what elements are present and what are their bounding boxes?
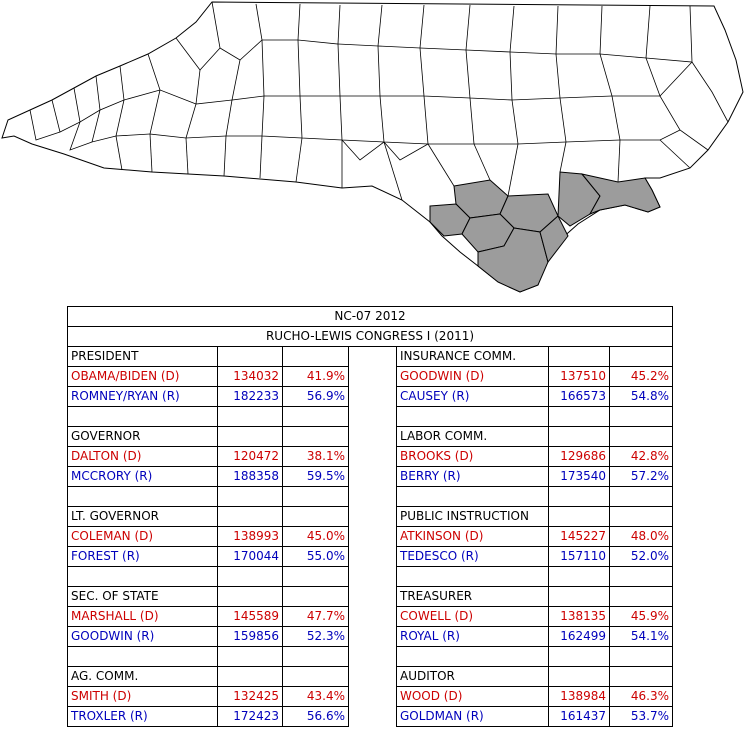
candidate-name: ATKINSON (D) bbox=[397, 527, 549, 547]
empty-cell bbox=[349, 407, 397, 427]
race-name: GOVERNOR bbox=[68, 427, 218, 447]
candidate-name: TEDESCO (R) bbox=[397, 547, 549, 567]
candidate-votes: 161437 bbox=[549, 707, 610, 727]
empty-cell bbox=[610, 507, 673, 527]
empty-cell bbox=[68, 647, 218, 667]
candidate-percent: 55.0% bbox=[283, 547, 349, 567]
empty-cell bbox=[283, 567, 349, 587]
empty-cell bbox=[549, 587, 610, 607]
empty-cell bbox=[397, 567, 549, 587]
candidate-name: BERRY (R) bbox=[397, 467, 549, 487]
empty-cell bbox=[397, 647, 549, 667]
empty-cell bbox=[549, 407, 610, 427]
candidate-percent: 45.0% bbox=[283, 527, 349, 547]
empty-cell bbox=[218, 667, 283, 687]
race-header-row bbox=[68, 347, 673, 367]
candidate-votes: 138993 bbox=[218, 527, 283, 547]
candidate-percent: 59.5% bbox=[283, 467, 349, 487]
empty-cell bbox=[283, 427, 349, 447]
empty-cell bbox=[549, 507, 610, 527]
empty-cell bbox=[68, 567, 218, 587]
candidate-name: ROYAL (R) bbox=[397, 627, 549, 647]
empty-cell bbox=[610, 407, 673, 427]
empty-cell bbox=[218, 487, 283, 507]
column-gap bbox=[349, 667, 397, 727]
candidate-percent: 54.1% bbox=[610, 627, 673, 647]
empty-cell bbox=[218, 507, 283, 527]
empty-cell bbox=[549, 427, 610, 447]
candidate-percent: 56.9% bbox=[283, 387, 349, 407]
candidate-percent: 43.4% bbox=[283, 687, 349, 707]
empty-cell bbox=[549, 487, 610, 507]
table-title: NC-07 2012 bbox=[68, 307, 673, 327]
empty-cell bbox=[283, 347, 349, 367]
empty-cell bbox=[218, 427, 283, 447]
candidate-votes: 166573 bbox=[549, 387, 610, 407]
race-name: SEC. OF STATE bbox=[68, 587, 218, 607]
empty-cell bbox=[610, 587, 673, 607]
empty-cell bbox=[349, 487, 397, 507]
spacer-row bbox=[68, 407, 673, 427]
table-subtitle-row bbox=[68, 327, 673, 347]
empty-cell bbox=[610, 427, 673, 447]
column-gap bbox=[349, 427, 397, 487]
candidate-name: MARSHALL (D) bbox=[68, 607, 218, 627]
candidate-votes: 145589 bbox=[218, 607, 283, 627]
candidate-name: CAUSEY (R) bbox=[397, 387, 549, 407]
candidate-name: MCCRORY (R) bbox=[68, 467, 218, 487]
empty-cell bbox=[218, 647, 283, 667]
table-subtitle: RUCHO-LEWIS CONGRESS I (2011) bbox=[68, 327, 673, 347]
empty-cell bbox=[283, 647, 349, 667]
race-name: AG. COMM. bbox=[68, 667, 218, 687]
candidate-percent: 56.6% bbox=[283, 707, 349, 727]
race-header-row bbox=[68, 667, 673, 687]
candidate-name: WOOD (D) bbox=[397, 687, 549, 707]
column-gap bbox=[349, 347, 397, 407]
candidate-percent: 52.0% bbox=[610, 547, 673, 567]
empty-cell bbox=[349, 567, 397, 587]
candidate-percent: 46.3% bbox=[610, 687, 673, 707]
candidate-percent: 48.0% bbox=[610, 527, 673, 547]
candidate-votes: 170044 bbox=[218, 547, 283, 567]
empty-cell bbox=[549, 647, 610, 667]
empty-cell bbox=[397, 487, 549, 507]
candidate-votes: 157110 bbox=[549, 547, 610, 567]
candidate-votes: 162499 bbox=[549, 627, 610, 647]
candidate-votes: 182233 bbox=[218, 387, 283, 407]
empty-cell bbox=[283, 667, 349, 687]
candidate-votes: 138984 bbox=[549, 687, 610, 707]
candidate-name: OBAMA/BIDEN (D) bbox=[68, 367, 218, 387]
candidate-percent: 38.1% bbox=[283, 447, 349, 467]
north-carolina-county-map bbox=[0, 0, 744, 298]
empty-cell bbox=[283, 487, 349, 507]
race-name: AUDITOR bbox=[397, 667, 549, 687]
spacer-row bbox=[68, 647, 673, 667]
empty-cell bbox=[68, 487, 218, 507]
candidate-percent: 57.2% bbox=[610, 467, 673, 487]
empty-cell bbox=[549, 347, 610, 367]
empty-cell bbox=[610, 667, 673, 687]
candidate-name: ROMNEY/RYAN (R) bbox=[68, 387, 218, 407]
empty-cell bbox=[218, 347, 283, 367]
candidate-votes: 132425 bbox=[218, 687, 283, 707]
candidate-name: GOLDMAN (R) bbox=[397, 707, 549, 727]
candidate-name: GOODWIN (D) bbox=[397, 367, 549, 387]
candidate-votes: 188358 bbox=[218, 467, 283, 487]
candidate-percent: 53.7% bbox=[610, 707, 673, 727]
empty-cell bbox=[610, 347, 673, 367]
spacer-row bbox=[68, 487, 673, 507]
candidate-percent: 47.7% bbox=[283, 607, 349, 627]
race-name: INSURANCE COMM. bbox=[397, 347, 549, 367]
empty-cell bbox=[218, 567, 283, 587]
candidate-name: DALTON (D) bbox=[68, 447, 218, 467]
candidate-votes: 173540 bbox=[549, 467, 610, 487]
candidate-name: SMITH (D) bbox=[68, 687, 218, 707]
spacer-row bbox=[68, 567, 673, 587]
candidate-votes: 172423 bbox=[218, 707, 283, 727]
race-name: PUBLIC INSTRUCTION bbox=[397, 507, 549, 527]
race-name: LABOR COMM. bbox=[397, 427, 549, 447]
empty-cell bbox=[549, 667, 610, 687]
election-results-table bbox=[67, 306, 673, 727]
race-name: TREASURER bbox=[397, 587, 549, 607]
empty-cell bbox=[283, 407, 349, 427]
empty-cell bbox=[549, 567, 610, 587]
candidate-votes: 120472 bbox=[218, 447, 283, 467]
empty-cell bbox=[610, 567, 673, 587]
candidate-votes: 159856 bbox=[218, 627, 283, 647]
empty-cell bbox=[610, 647, 673, 667]
race-header-row bbox=[68, 507, 673, 527]
candidate-votes: 145227 bbox=[549, 527, 610, 547]
candidate-percent: 42.8% bbox=[610, 447, 673, 467]
race-name: PRESIDENT bbox=[68, 347, 218, 367]
empty-cell bbox=[610, 487, 673, 507]
column-gap bbox=[349, 507, 397, 567]
candidate-name: COLEMAN (D) bbox=[68, 527, 218, 547]
candidate-name: FOREST (R) bbox=[68, 547, 218, 567]
empty-cell bbox=[397, 407, 549, 427]
empty-cell bbox=[283, 507, 349, 527]
column-gap bbox=[349, 587, 397, 647]
race-header-row bbox=[68, 587, 673, 607]
candidate-name: BROOKS (D) bbox=[397, 447, 549, 467]
candidate-name: TROXLER (R) bbox=[68, 707, 218, 727]
candidate-name: COWELL (D) bbox=[397, 607, 549, 627]
candidate-percent: 52.3% bbox=[283, 627, 349, 647]
empty-cell bbox=[218, 407, 283, 427]
table-title-row bbox=[68, 307, 673, 327]
candidate-votes: 129686 bbox=[549, 447, 610, 467]
candidate-votes: 137510 bbox=[549, 367, 610, 387]
race-header-row bbox=[68, 427, 673, 447]
candidate-percent: 41.9% bbox=[283, 367, 349, 387]
candidate-votes: 134032 bbox=[218, 367, 283, 387]
candidate-votes: 138135 bbox=[549, 607, 610, 627]
candidate-percent: 45.2% bbox=[610, 367, 673, 387]
race-name: LT. GOVERNOR bbox=[68, 507, 218, 527]
candidate-percent: 54.8% bbox=[610, 387, 673, 407]
empty-cell bbox=[349, 647, 397, 667]
empty-cell bbox=[68, 407, 218, 427]
candidate-name: GOODWIN (R) bbox=[68, 627, 218, 647]
empty-cell bbox=[283, 587, 349, 607]
empty-cell bbox=[218, 587, 283, 607]
candidate-percent: 45.9% bbox=[610, 607, 673, 627]
